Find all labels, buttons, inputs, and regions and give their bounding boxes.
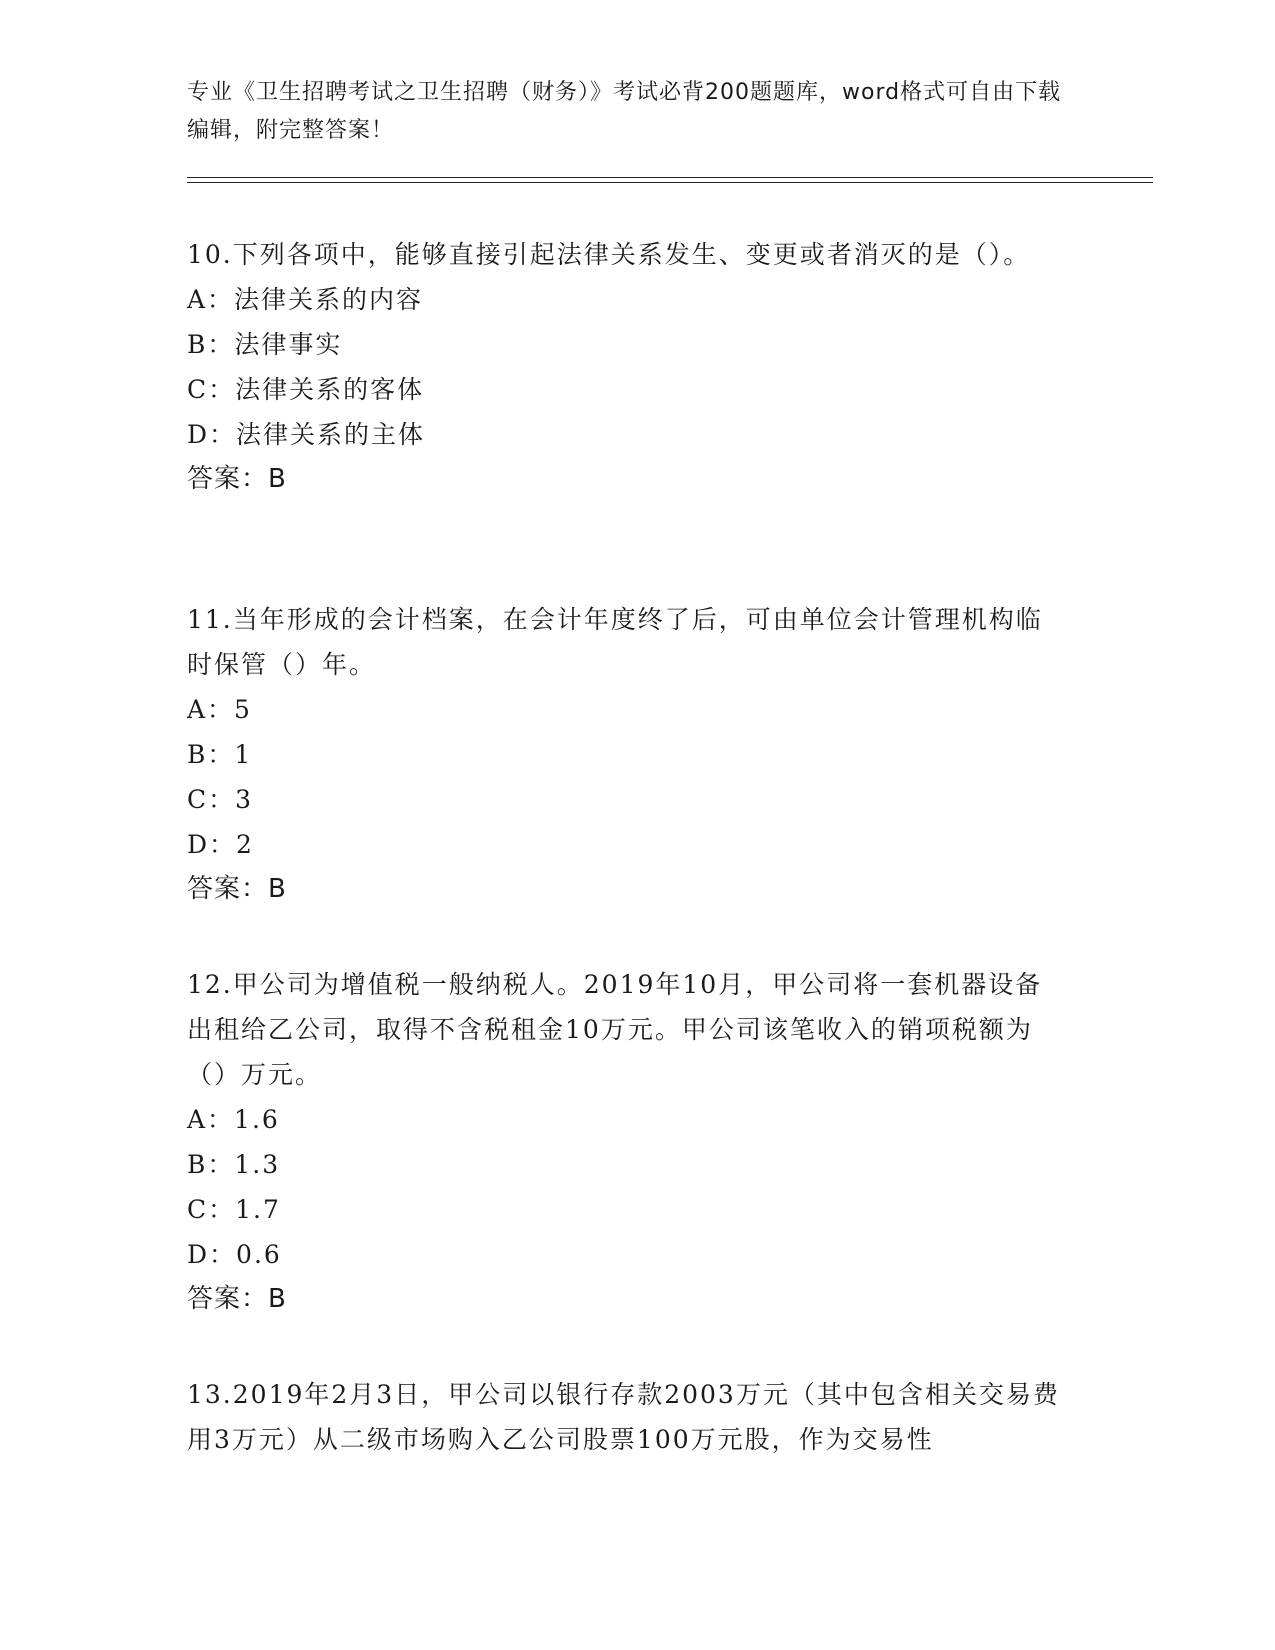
question-stem: 13.2019年2月3日，甲公司以银行存款2003万元（其中包含相关交易费用3万元）从二级市场购入乙公司股票100万元股，作为交易性	[187, 1380, 1060, 1454]
option-d: D：2	[187, 830, 254, 859]
option-c: C：3	[187, 785, 254, 814]
answer: 答案：B	[187, 1284, 287, 1314]
option-c: C：法律关系的客体	[187, 375, 425, 404]
option-b: B：法律事实	[187, 330, 343, 359]
question-12	[187, 962, 1067, 1322]
header-divider-top	[187, 177, 1153, 178]
option-d: D：0.6	[187, 1240, 282, 1269]
question-10	[187, 232, 1067, 502]
option-b: B：1.3	[187, 1150, 281, 1179]
question-13	[187, 1372, 1067, 1462]
question-stem: 11.当年形成的会计档案，在会计年度终了后，可由单位会计管理机构临时保管（）年。	[187, 605, 1043, 679]
answer: 答案：B	[187, 464, 287, 494]
option-c: C：1.7	[187, 1195, 281, 1224]
question-11	[187, 597, 1067, 912]
option-a: A：1.6	[187, 1105, 280, 1134]
header-divider-bottom	[187, 182, 1153, 183]
document-header: 专业《卫生招聘考试之卫生招聘（财务）》考试必背200题题库，word格式可自由下载编辑，附完整答案！	[187, 80, 1062, 143]
question-stem: 10.下列各项中，能够直接引起法律关系发生、变更或者消灭的是（）。	[187, 240, 1031, 269]
option-d: D：法律关系的主体	[187, 420, 426, 449]
option-a: A：法律关系的内容	[187, 285, 424, 314]
option-a: A：5	[187, 695, 252, 724]
answer: 答案：B	[187, 874, 287, 904]
question-stem: 12.甲公司为增值税一般纳税人。2019年10月，甲公司将一套机器设备出租给乙公司，取得不含税租金10万元。甲公司该笔收入的销项税额为（）万元。	[187, 970, 1043, 1089]
option-b: B：1	[187, 740, 253, 769]
